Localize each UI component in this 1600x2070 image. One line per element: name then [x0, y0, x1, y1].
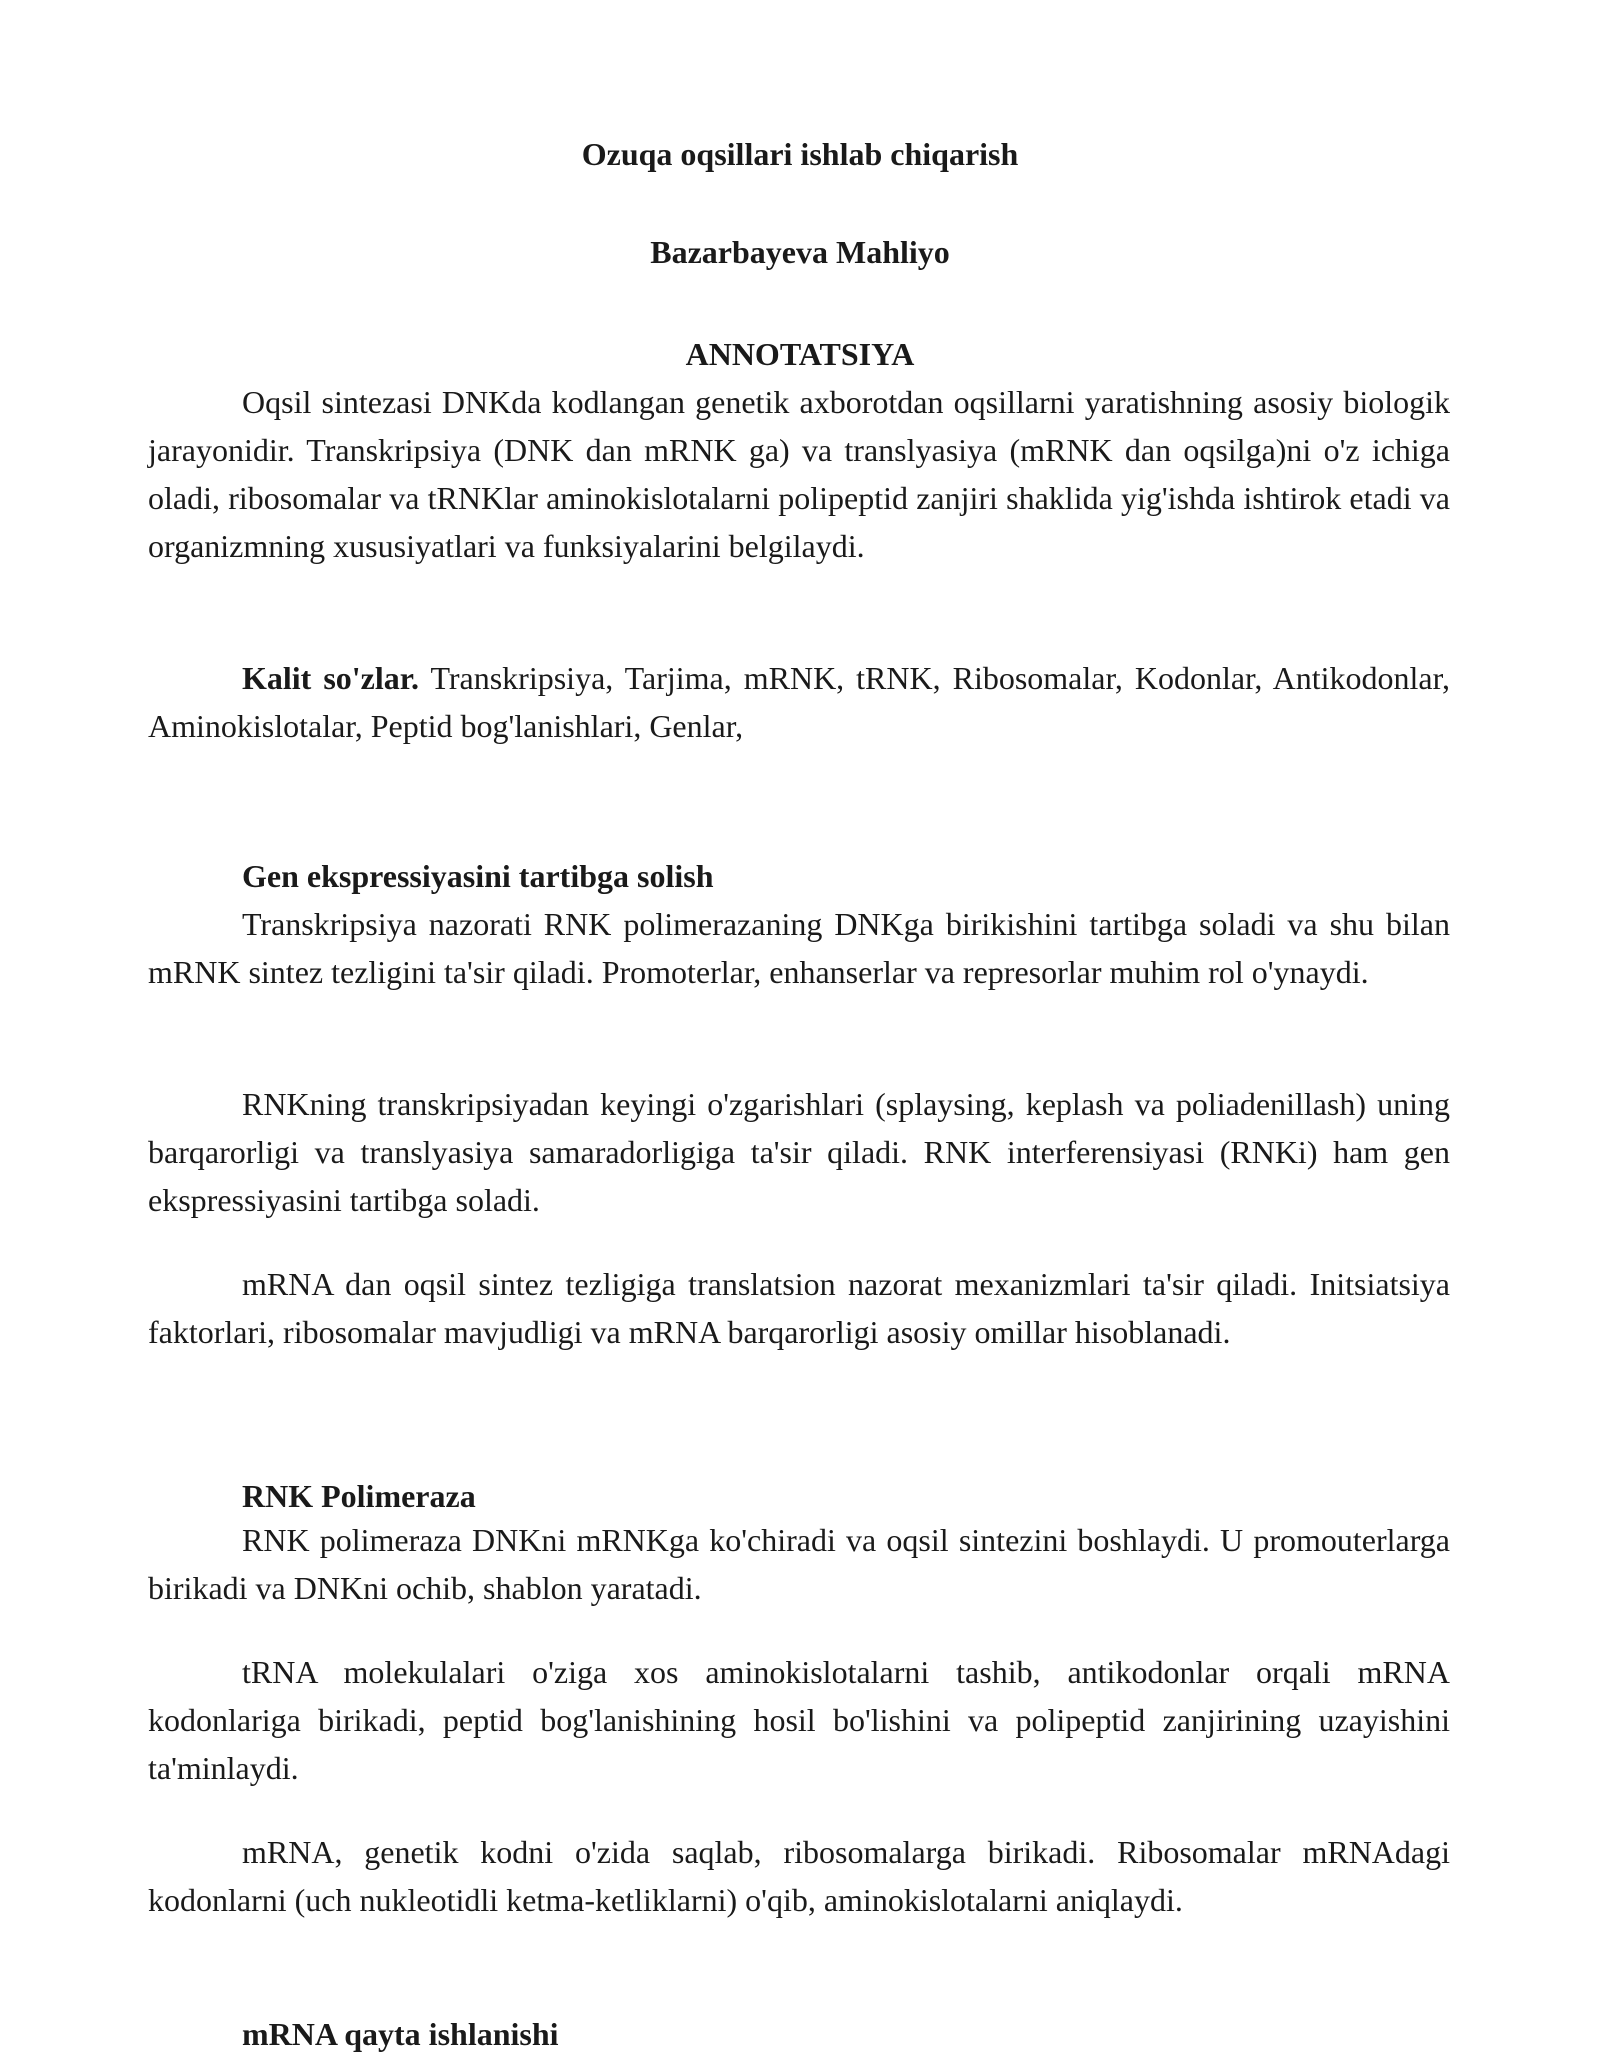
document-title: Ozuqa oqsillari ishlab chiqarish	[581, 136, 1019, 172]
section-heading-mrna-processing: mRNA qayta ishlanishi	[242, 2016, 559, 2052]
section-heading-gene-expression: Gen ekspressiyasini tartibga solish	[242, 858, 714, 894]
keywords-list: Transkripsiya, Tarjima, mRNK, tRNK, Ribosomalar, Kodonlar, Antikodonlar, Aminokislotalar, Peptid bog'lanishlari, Genlar,	[148, 660, 1451, 744]
section2-paragraph-2: tRNA molekulalari o'ziga xos aminokislotalarni tashib, antikodonlar orqali mRNA kodonlariga birikadi, peptid bog'lanishining hosil bo'lishini va polipeptid zanjirining uzayishini ta'minlaydi.	[148, 1654, 1450, 1786]
keywords-label: Kalit so'zlar.	[242, 660, 420, 696]
author-name: Bazarbayeva Mahliyo	[650, 234, 950, 270]
section1-paragraph-2: RNKning transkripsiyadan keyingi o'zgarishlari (splaysing, keplash va poliadenillash) uning barqarorligi va translyasiya samaradorligiga ta'sir qiladi. RNK interferensiyasi (RNKi) ham gen ekspressiyasini tartibga soladi.	[148, 1086, 1450, 1218]
annotation-heading: ANNOTATSIYA	[685, 336, 915, 372]
annotation-paragraph: Oqsil sintezasi DNKda kodlangan genetik axborotdan oqsillarni yaratishning asosiy biologik jarayonidir. Transkripsiya (DNK dan mRNK ga) va translyasiya (mRNK dan oqsilga)ni o'z ichiga oladi, ribosomalar va tRNKlar aminokislotalarni polipeptid zanjiri shaklida yig'ishda ishtirok etadi va organizmning xususiyatlari va funksiyalarini belgilaydi.	[148, 384, 1450, 564]
section1-paragraph-3: mRNA dan oqsil sintez tezligiga translatsion nazorat mexanizmlari ta'sir qiladi. Initsiatsiya faktorlari, ribosomalar mavjudligi va mRNA barqarorligi asosiy omillar hisoblanadi.	[148, 1266, 1450, 1350]
section2-paragraph-1: RNK polimeraza DNKni mRNKga ko'chiradi va oqsil sintezini boshlaydi. U promouterlarga birikadi va DNKni ochib, shablon yaratadi.	[148, 1522, 1450, 1606]
section-heading-rna-polymerase: RNK Polimeraza	[242, 1478, 476, 1514]
section2-paragraph-3: mRNA, genetik kodni o'zida saqlab, ribosomalarga birikadi. Ribosomalar mRNAdagi kodonlarni (uch nukleotidli ketma-ketliklarni) o'qib, aminokislotalarni aniqlaydi.	[148, 1834, 1450, 1918]
section1-paragraph-1: Transkripsiya nazorati RNK polimerazaning DNKga birikishini tartibga soladi va shu bilan mRNK sintez tezligini ta'sir qiladi. Promoterlar, enhanserlar va represorlar muhim rol o'ynaydi.	[148, 906, 1450, 990]
keywords-paragraph	[148, 654, 1450, 750]
